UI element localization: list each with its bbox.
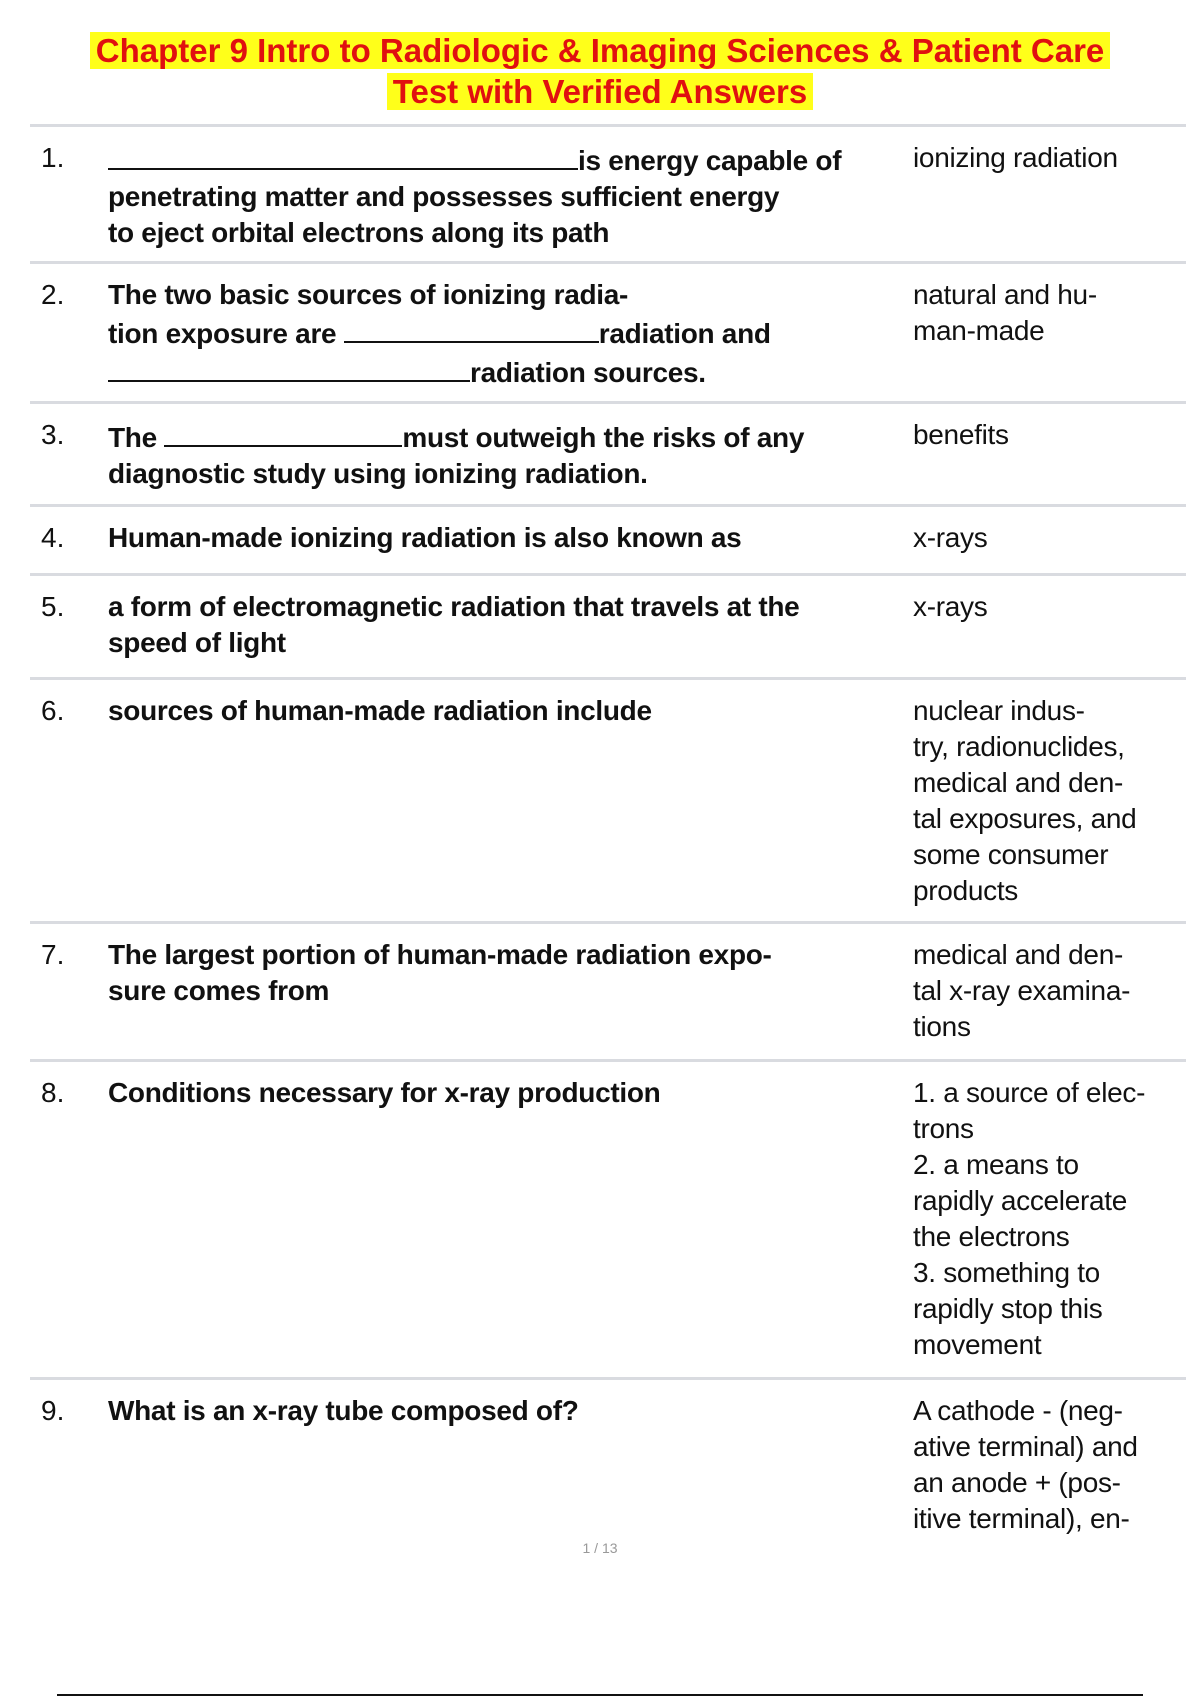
question-segment: Human-made ionizing radiation is also known as [108,522,742,553]
question-line [108,179,938,215]
question-segment: The two basic sources of ionizing radia- [108,279,629,310]
question-line [108,589,938,625]
document-title [0,30,1200,112]
question-line [108,973,938,1009]
answer-line: the electrons [913,1221,1070,1252]
title-line-1: Chapter 9 Intro to Radiologic & Imaging Sciences & Patient Care [90,32,1111,69]
answer-line: itive terminal), en- [913,1503,1130,1534]
answer-line: try, radionuclides, [913,731,1125,762]
answer-text [913,277,1188,349]
question-segment: Conditions necessary for x-ray production [108,1077,661,1108]
answer-text [913,520,1188,556]
qa-row [30,921,1186,1059]
question-segment: What is an x-ray tube composed of? [108,1395,579,1426]
question-line [108,520,938,556]
answer-line: x-rays [913,591,988,622]
question-text [108,520,938,556]
qa-row [30,573,1186,677]
answer-line: benefits [913,419,1009,450]
question-segment: tion exposure are [108,318,344,349]
qa-row [30,401,1186,504]
fill-in-blank [108,352,470,382]
answer-line: movement [913,1329,1042,1360]
fill-in-blank [344,313,599,343]
question-segment: diagnostic study using ionizing radiation. [108,458,648,489]
answer-line: tal exposures, and [913,803,1137,834]
question-line [108,277,938,313]
answer-text [913,589,1188,625]
question-segment: sources of human-made radiation include [108,695,652,726]
qa-row [30,261,1186,401]
question-segment: penetrating matter and possesses sufficient energy [108,181,780,212]
question-segment: radiation and [598,318,771,349]
question-number: 3. [41,419,65,450]
fill-in-blank [164,417,402,447]
question-text [108,1075,938,1111]
answer-line: nuclear indus- [913,695,1085,726]
question-segment: must outweigh the risks of any [402,422,805,453]
question-number: 2. [41,279,65,310]
question-line [108,215,938,251]
question-line [108,1075,938,1111]
answer-line: rapidly accelerate [913,1185,1128,1216]
question-line [108,693,938,729]
question-segment: a form of electromagnetic radiation that travels at the [108,591,800,622]
question-line [108,1393,938,1429]
question-segment: The [108,422,165,453]
answer-line: natural and hu- [913,279,1097,310]
question-segment: is energy capable of [578,145,842,176]
question-text [108,140,938,251]
question-number: 4. [41,522,65,553]
answer-line: an anode + (pos- [913,1467,1121,1498]
answer-text [913,1075,1188,1363]
question-line [108,456,938,492]
question-segment: speed of light [108,627,286,658]
answer-line: trons [913,1113,974,1144]
question-text [108,589,938,661]
answer-text [913,693,1188,909]
qa-row [30,504,1186,573]
question-number: 7. [41,939,65,970]
answer-line: x-rays [913,522,988,553]
question-text [108,277,938,391]
answer-line: medical and den- [913,939,1123,970]
page-bottom-rule [57,1694,1143,1696]
answer-line: man-made [913,315,1045,346]
answer-line: rapidly stop this [913,1293,1103,1324]
answer-line: 1. a source of elec- [913,1077,1146,1108]
question-line [108,140,938,179]
question-line [108,352,938,391]
answer-line: ative terminal) and [913,1431,1138,1462]
question-line [108,937,938,973]
qa-row [30,677,1186,921]
question-line [108,417,938,456]
question-segment: radiation sources. [470,357,706,388]
question-number: 5. [41,591,65,622]
title-line-2: Test with Verified Answers [387,73,813,110]
fill-in-blank [108,140,578,170]
qa-row [30,124,1186,261]
question-segment: to eject orbital electrons along its path [108,217,610,248]
answer-line: products [913,875,1018,906]
qa-table [30,124,1186,1707]
question-number: 1. [41,142,65,173]
question-segment: The largest portion of human-made radiation expo- [108,939,772,970]
question-text [108,693,938,729]
answer-line: ionizing radiation [913,142,1118,173]
answer-line: A cathode - (neg- [913,1395,1123,1426]
question-line [108,625,938,661]
answer-line: medical and den- [913,767,1123,798]
question-text [108,1393,938,1429]
question-line [108,313,938,352]
question-number: 8. [41,1077,65,1108]
answer-line: 3. something to [913,1257,1100,1288]
answer-line: tal x-ray examina- [913,975,1131,1006]
page-indicator: 1 / 13 [582,1540,618,1556]
qa-row [30,1059,1186,1377]
answer-text [913,417,1188,453]
answer-text [913,140,1188,176]
answer-line: tions [913,1011,971,1042]
question-number: 6. [41,695,65,726]
question-text [108,937,938,1009]
answer-line: 2. a means to [913,1149,1079,1180]
question-segment: sure comes from [108,975,330,1006]
question-number: 9. [41,1395,65,1426]
question-text [108,417,938,492]
answer-text [913,937,1188,1045]
answer-line: some consumer [913,839,1109,870]
answer-text [913,1393,1188,1537]
